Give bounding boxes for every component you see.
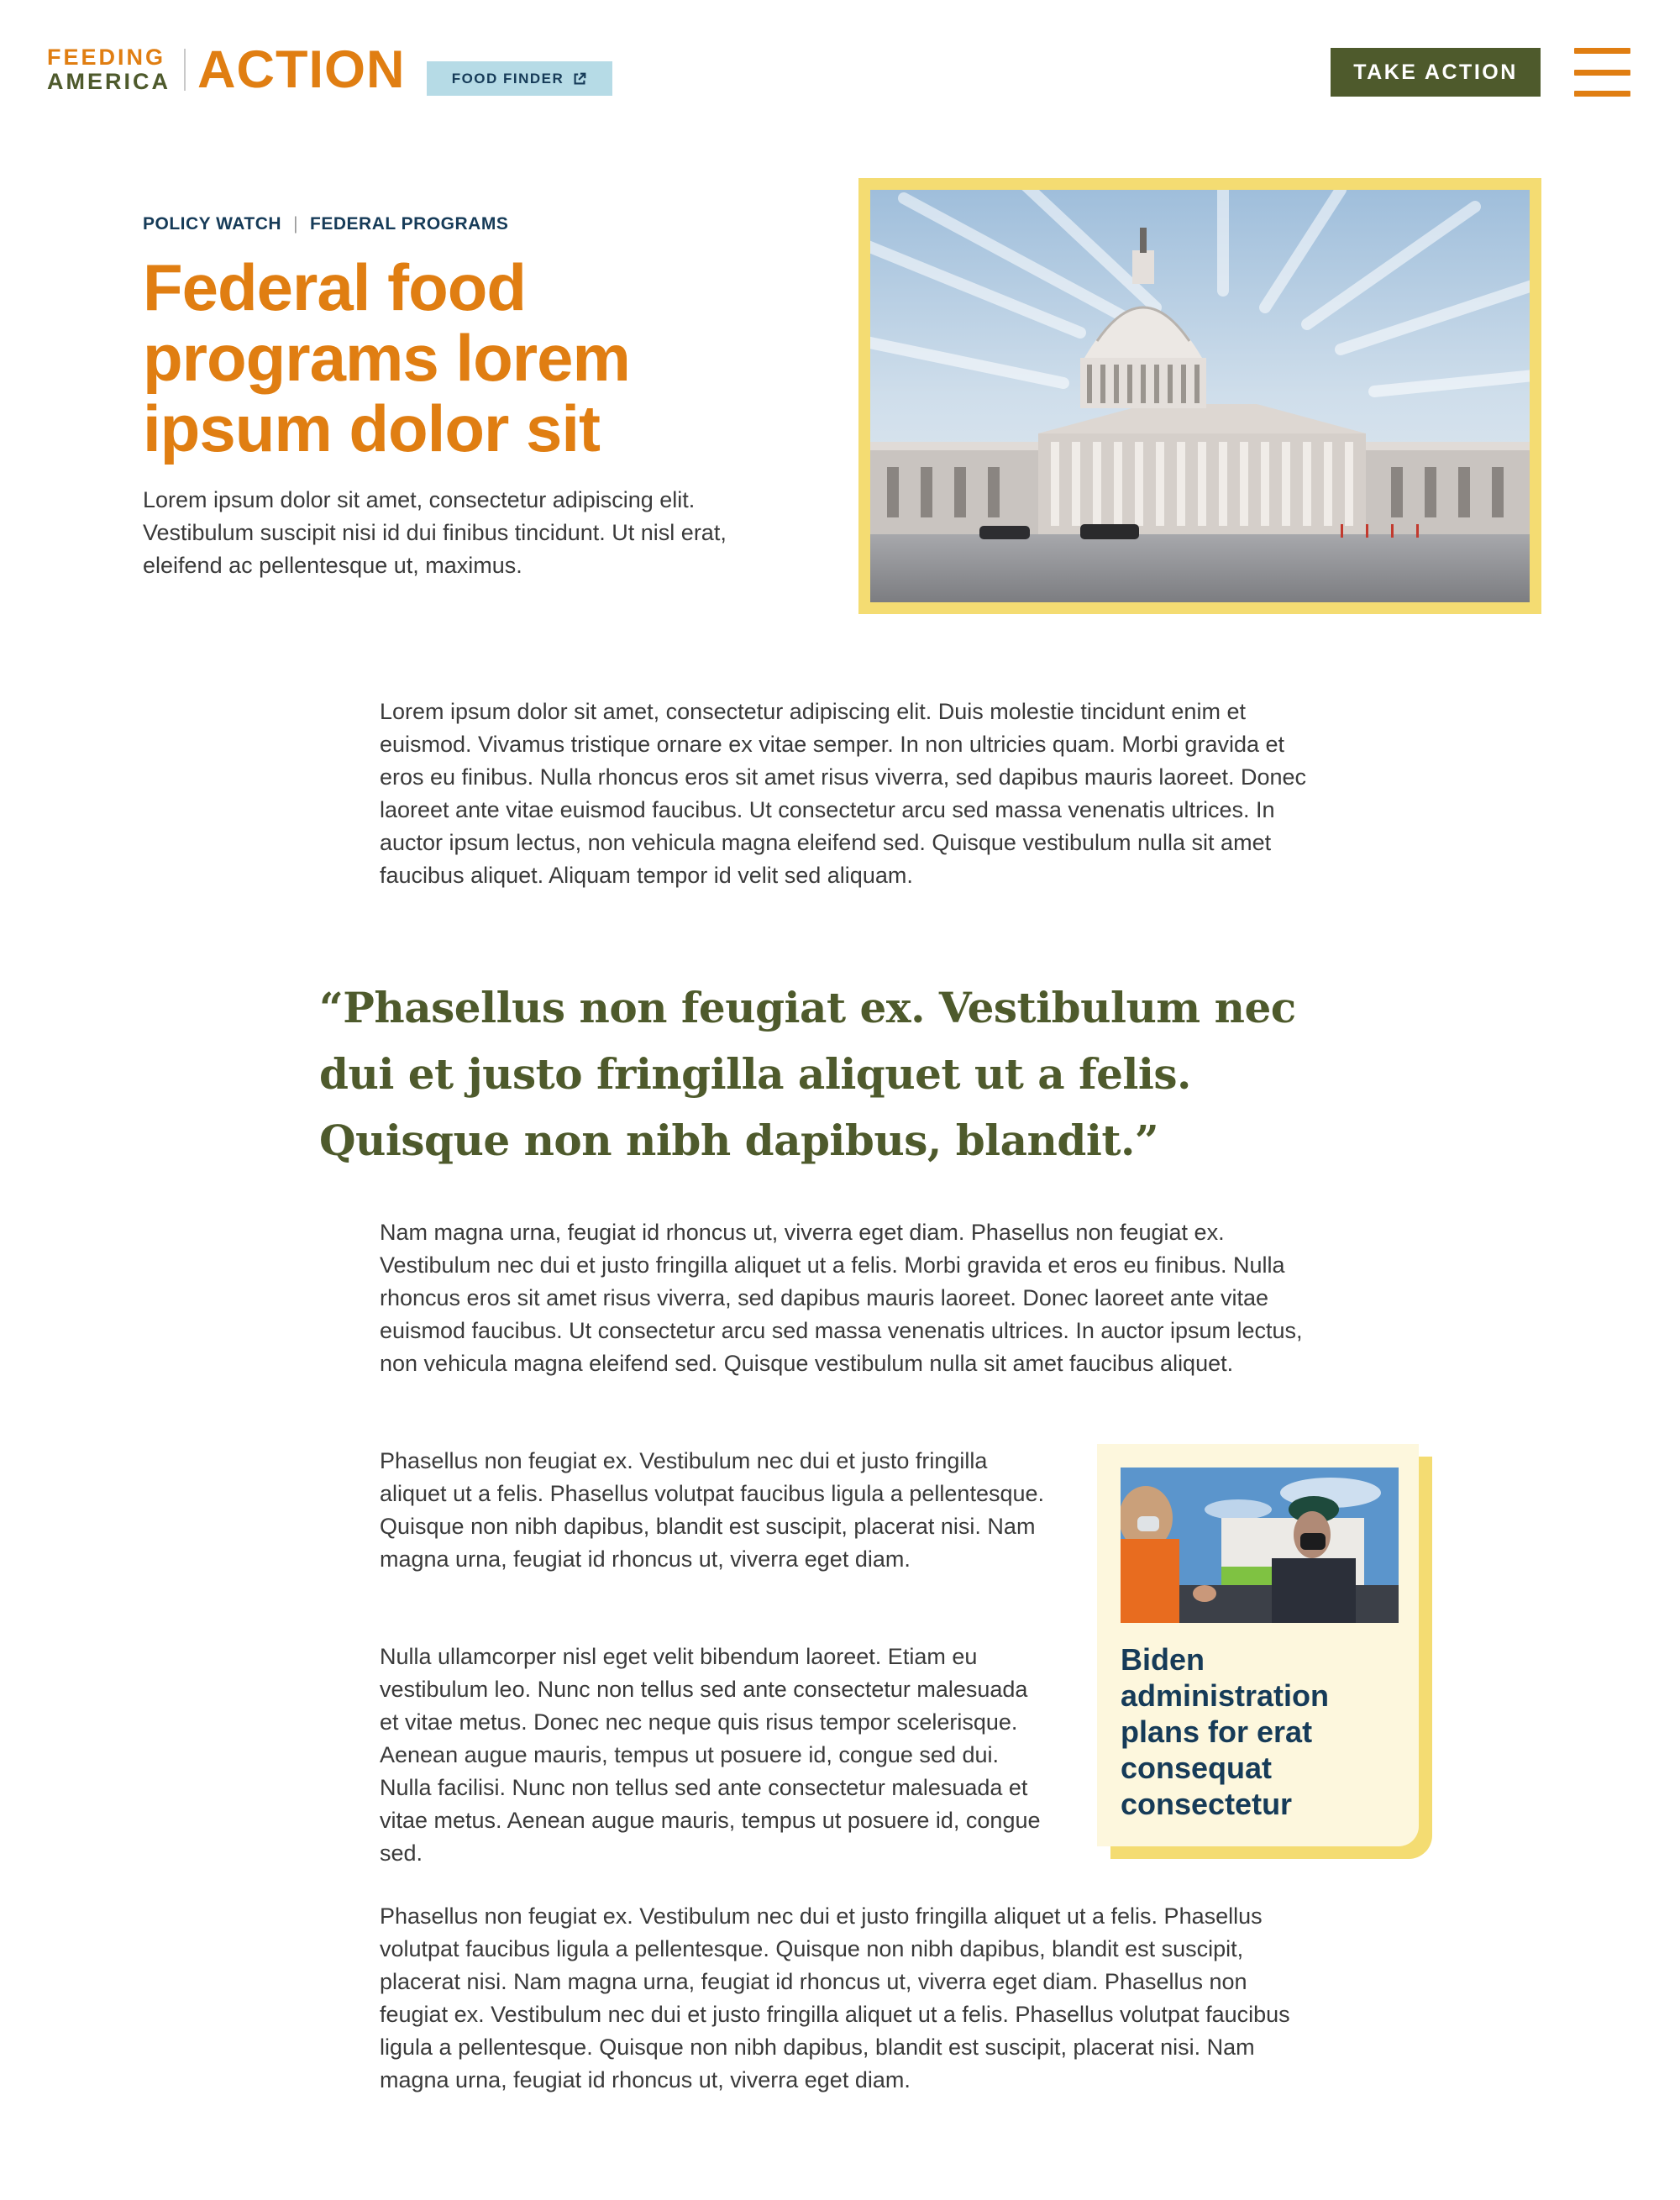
page-title: Federal food programs lorem ipsum dolor sit	[143, 250, 630, 465]
take-action-button[interactable]	[1331, 48, 1541, 97]
breadcrumb	[143, 214, 508, 234]
related-article-card[interactable]	[1097, 1444, 1419, 1846]
article-paragraph-4: Nulla ullamcorper nisl eget velit bibendum laoreet. Etiam eu vestibulum leo. Nunc non tellus sed ante consectetur malesuada et vitae metus. Donec nec neque quis risus tempor scelerisque. Aenean augue mauris, tempus ut posuere id, congue sed dui. Nulla facilisi. Nunc non tellus sed ante consectetur malesuada et vitae metus. Aenean augue mauris, tempus ut posuere id, congue sed.	[380, 1644, 1041, 1866]
feeding-america-action-logo[interactable]	[47, 35, 405, 104]
feeding-america-wordmark	[47, 46, 171, 93]
breadcrumb-federal-programs[interactable]: FEDERAL PROGRAMS	[310, 214, 509, 234]
logo-divider	[184, 49, 186, 91]
page-subtitle: Lorem ipsum dolor sit amet, consectetur adipiscing elit. Vestibulum suscipit nisi id dui finibus tincidunt. Ut nisl erat, eleifend ac pellentesque ut, maximus.	[143, 487, 727, 578]
hero-image-frame	[858, 178, 1541, 614]
food-finder-button[interactable]	[427, 61, 612, 96]
hamburger-bar	[1574, 48, 1630, 54]
take-action-label: TAKE ACTION	[1353, 60, 1518, 84]
food-finder-label: FOOD FINDER	[451, 70, 564, 87]
hamburger-bar	[1574, 91, 1630, 97]
breadcrumb-policy-watch[interactable]: POLICY WATCH	[143, 214, 282, 234]
article-paragraph-1: Lorem ipsum dolor sit amet, consectetur adipiscing elit. Duis molestie tincidunt enim et euismod. Vivamus tristique ornare ex vitae semper. In non ultricies quam. Morbi gravida et eros eu finibus. Nulla rhoncus eros sit amet risus viverra, sed dapibus mauris laoreet. Donec laoreet ante vitae euismod faucibus. Ut consectetur arcu sed massa venenatis ultrices. In auctor ipsum lectus, non vehicula magna eleifend sed. Quisque vestibulum nulla sit amet faucibus aliquet. Aliquam tempor id velit sed aliquam.	[380, 699, 1307, 888]
hamburger-bar	[1574, 70, 1630, 76]
related-article-image	[1121, 1468, 1399, 1623]
related-article-title[interactable]: Biden administration plans for erat consequat consectetur	[1121, 1642, 1330, 1821]
capitol-building-image	[870, 190, 1530, 602]
external-link-icon	[572, 71, 587, 87]
related-photo-illustration	[1121, 1468, 1399, 1623]
logo-line-america: AMERICA	[47, 69, 171, 94]
capitol-illustration	[870, 190, 1530, 602]
logo-action-text: ACTION	[197, 39, 406, 99]
pull-quote: “Phasellus non feugiat ex. Vestibulum nec dui et justo fringilla aliquet ut a felis. Quisque non nibh dapibus, blandit.”	[319, 983, 1296, 1165]
breadcrumb-separator: |	[293, 214, 299, 234]
logo-line-feeding: FEEDING	[47, 45, 166, 70]
article-paragraph-3: Phasellus non feugiat ex. Vestibulum nec dui et justo fringilla aliquet ut a felis. Phasellus volutpat faucibus ligula a pellentesque. Quisque non nibh dapibus, blandit est suscipit, placerat nisi. Nam magna urna, feugiat id rhoncus ut, viverra eget diam.	[380, 1448, 1045, 1572]
site-header	[0, 0, 1680, 147]
hamburger-menu-icon[interactable]	[1574, 48, 1630, 97]
article-paragraph-5: Phasellus non feugiat ex. Vestibulum nec dui et justo fringilla aliquet ut a felis. Phasellus volutpat faucibus ligula a pellentesque. Quisque non nibh dapibus, blandit est suscipit, placerat nisi. Nam magna urna, feugiat id rhoncus ut, viverra eget diam. Phasellus non feugiat ex. Vestibulum nec dui et justo fringilla aliquet ut a felis. Phasellus volutpat faucibus ligula a pellentesque. Quisque non nibh dapibus, blandit est suscipit, placerat nisi. Nam magna urna, feugiat id rhoncus ut, viverra eget diam.	[380, 1903, 1290, 2092]
article-paragraph-2: Nam magna urna, feugiat id rhoncus ut, viverra eget diam. Phasellus non feugiat ex. Vestibulum nec dui et justo fringilla aliquet ut a felis. Morbi gravida et eros eu finibus. Nulla rhoncus eros sit amet risus viverra, sed dapibus mauris laoreet. Donec laoreet ante vitae euismod faucibus. Ut consectetur arcu sed massa venenatis ultrices. In auctor ipsum lectus, non vehicula magna eleifend sed. Quisque vestibulum nulla sit amet faucibus aliquet.	[380, 1220, 1303, 1376]
